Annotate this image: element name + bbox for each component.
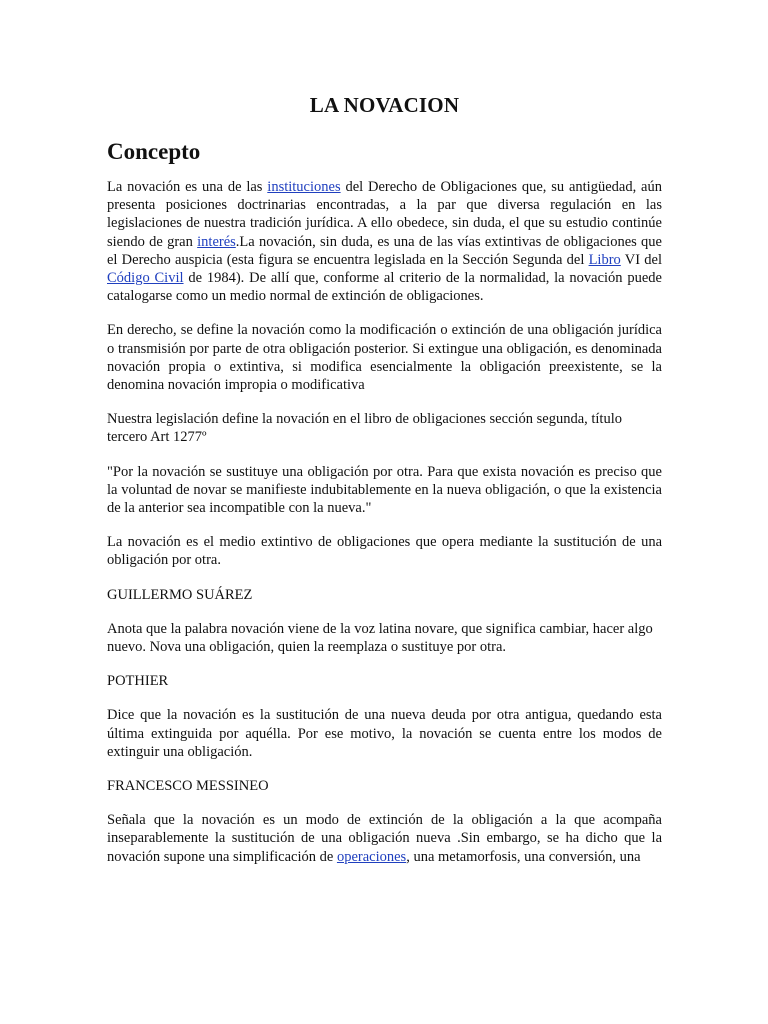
paragraph-text: de 1984). De allí que, conforme al criterio de la normalidad, la novación puede catalogarse como un medio normal de extinción de obligaciones. [107, 270, 662, 305]
section-heading-concepto: Concepto [107, 139, 201, 164]
paragraph-text: VI del [620, 251, 662, 268]
paragraph-legislation: Nuestra legislación define la novación en el libro de obligaciones sección segunda, título tercero Art 1277º [107, 411, 622, 446]
link-libro[interactable]: Libro [588, 251, 621, 268]
paragraph-text: Señala que la novación es un modo de extinción de la obligación a la que acompaña inseparablemente la sustitución de una obligación nueva .Sin embargo, se ha dicho que la novación supone una simplificación de [107, 812, 662, 865]
paragraph-text: .La novación, sin duda, es una de las vías extintivas de obligaciones que el Derecho auspicia (esta figura se encuentra legislada en la Sección Segunda del [107, 233, 662, 268]
author-heading-pothier: POTHIER [107, 673, 169, 690]
paragraph-suarez: Anota que la palabra novación viene de la voz latina novare, que significa cambiar, hacer algo nuevo. Nova una obligación, quien la reemplaza o sustituye por otra. [107, 620, 653, 656]
paragraph-intro [107, 178, 662, 305]
author-heading-suarez: GUILLERMO SUÁREZ [107, 586, 253, 603]
link-operaciones[interactable]: operaciones [336, 848, 407, 865]
paragraph-extinction: La novación es el medio extintivo de obligaciones que opera mediante la sustitución de una obligación por otra. [107, 534, 662, 569]
link-interes[interactable]: interés [197, 233, 236, 250]
paragraph-pothier: Dice que la novación es la sustitución de una nueva deuda por otra antigua, quedando esta última extinguida por aquélla. Por ese motivo, la novación se cuenta entre los modos de extinguir una obligación. [107, 707, 662, 760]
paragraph-quote: "Por la novación se sustituye una obligación por otra. Para que exista novación es preciso que la voluntad de novar se manifieste indubitablemente en la nueva obligación, o que la existencia de la anterior sea incompatible con la nueva." [107, 463, 662, 517]
author-heading-messineo: FRANCESCO MESSINEO [107, 778, 269, 795]
link-codigo-civil[interactable]: Código Civil [107, 270, 184, 287]
paragraph-text: La novación es una de las [107, 179, 268, 195]
paragraph-definition: En derecho, se define la novación como la modificación o extinción de una obligación jurídica o transmisión por parte de otra obligación posterior. Si extingue una obligación, es denominada novación propia o extintiva, si modifica esencialmente la obligación preexistente, se la denomina novación impropia o modificativa [107, 322, 662, 394]
paragraph-text: del Derecho de Obligaciones que, su antigüedad, aún presenta posiciones doctrinarias encontradas, a la par que diversa regulación en las legislaciones de nuestra tradición jurídica. A ello obedece, sin duda, el que su estudio continúe siendo de gran [107, 179, 662, 250]
document-page [107, 88, 662, 882]
paragraph-messineo [107, 811, 662, 866]
paragraph-text: , una metamorfosis, una conversión, una [406, 848, 641, 865]
link-instituciones[interactable]: instituciones [267, 179, 341, 195]
document-title: LA NOVACION [309, 93, 460, 117]
